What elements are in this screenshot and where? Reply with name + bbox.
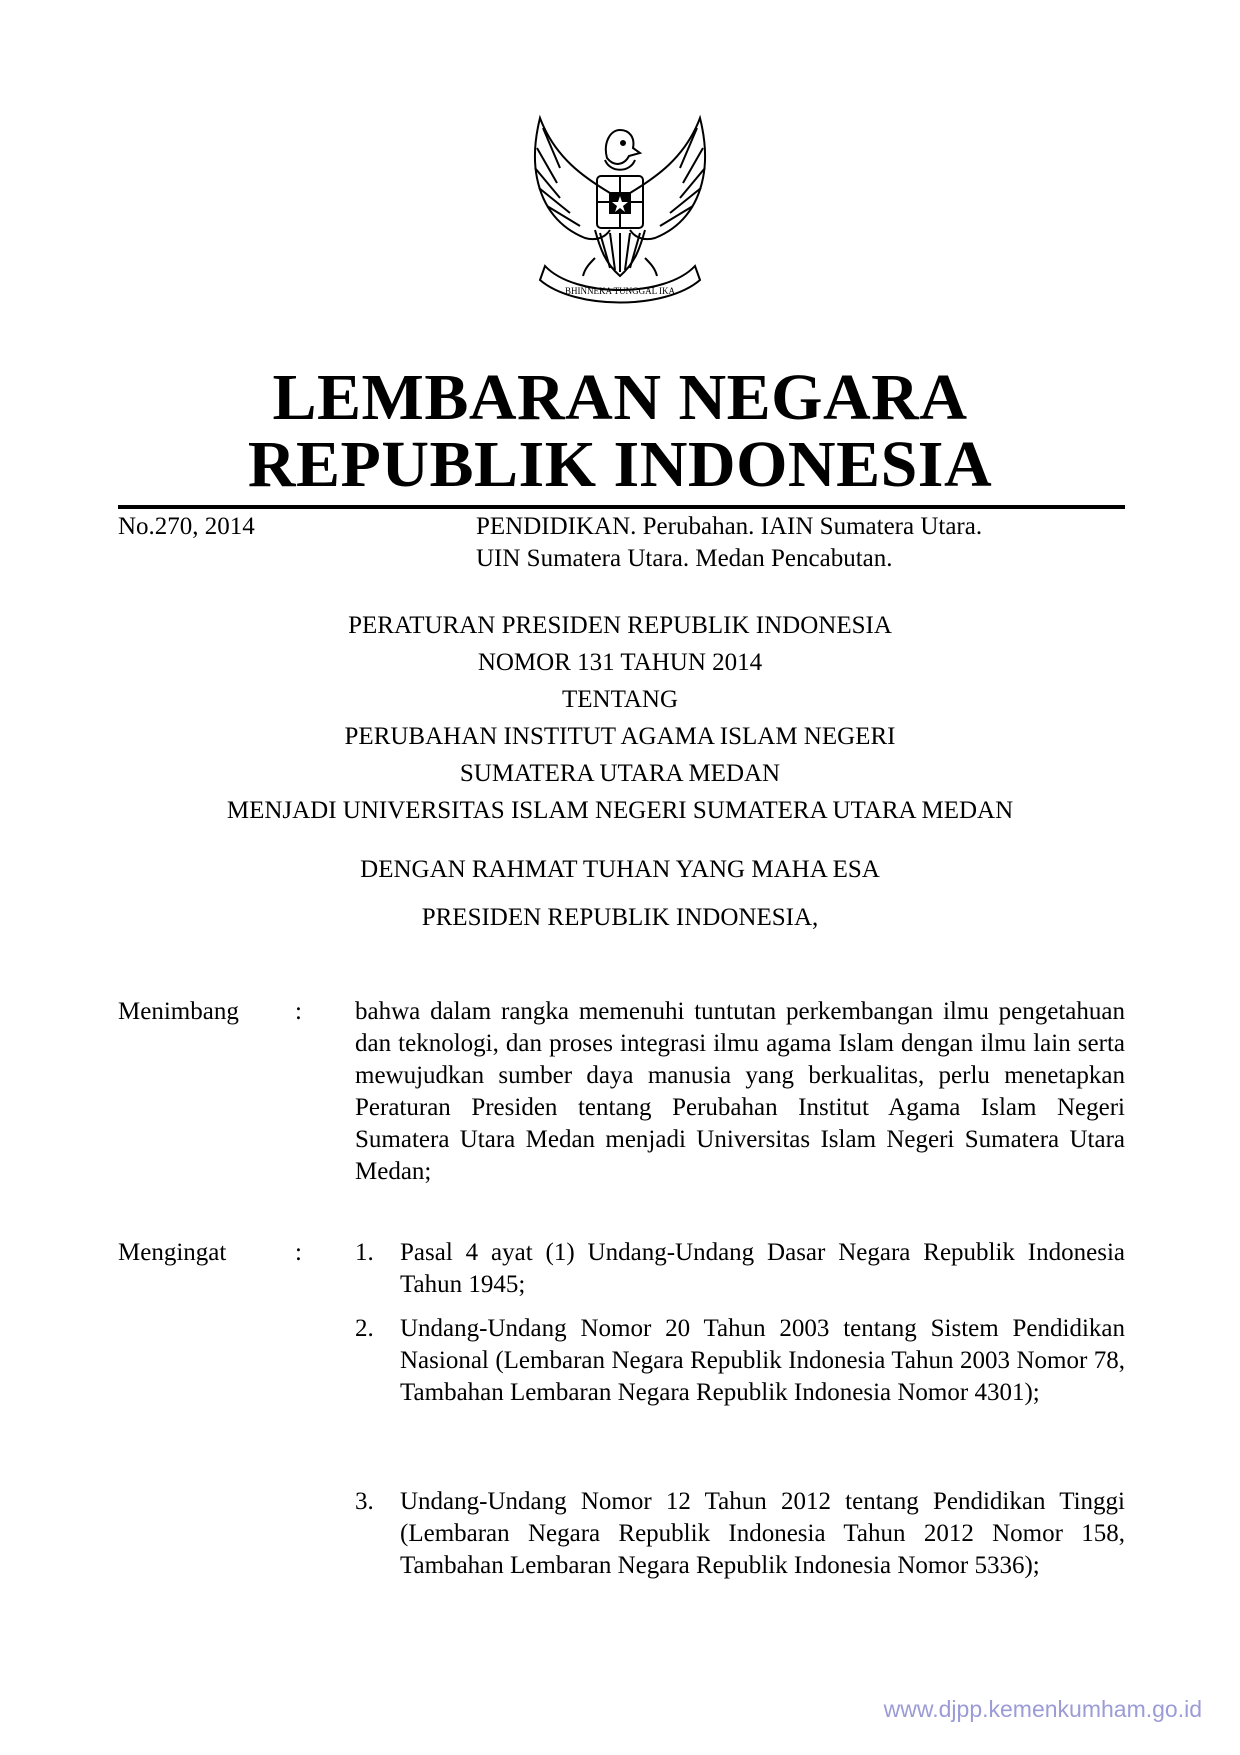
menimbang-colon: : [295,998,302,1025]
mengingat-item-3-number: 3. [355,1488,374,1515]
regulation-subject-line2: SUMATERA UTARA MEDAN [459,760,781,787]
mengingat-item-1-number: 1. [355,1239,374,1266]
menimbang-text: bahwa dalam rangka memenuhi tuntutan perkembangan ilmu pengetahuan dan teknologi, dan proses integrasi ilmu agama Islam dengan ilmu lain serta mewujudkan sumber daya manusia yang berkualitas, perlu menetapkan Peraturan Presiden tentang Perubahan Institut Agama Islam Negeri Sumatera Utara Medan menjadi Universitas Islam Negeri Sumatera Utara Medan; [355,998,1125,1185]
menimbang-label: Menimbang [118,998,239,1025]
regulation-subject-line3: MENJADI UNIVERSITAS ISLAM NEGERI SUMATERA UTARA MEDAN [226,797,1014,824]
svg-text:BHINNEKA TUNGGAL IKA: BHINNEKA TUNGGAL IKA [565,286,675,296]
mengingat-label: Mengingat [118,1239,227,1266]
mengingat-item-2-number: 2. [355,1315,374,1342]
blessing-line: DENGAN RAHMAT TUHAN YANG MAHA ESA [360,856,880,883]
gazette-subject-line1: PENDIDIKAN. Perubahan. IAIN Sumatera Utara. [476,513,983,540]
gazette-subject-line2: UIN Sumatera Utara. Medan Pencabutan. [476,545,893,572]
mengingat-colon: : [295,1239,302,1266]
regulation-number: NOMOR 131 TAHUN 2014 [477,649,763,676]
garuda-emblem-icon [515,98,725,313]
document-title-line2: REPUBLIK INDONESIA [247,428,993,501]
regulation-heading: PERATURAN PRESIDEN REPUBLIK INDONESIA [348,612,892,639]
mengingat-item-3-text: Undang-Undang Nomor 12 Tahun 2012 tentang Pendidikan Tinggi (Lembaran Negara Republik Indonesia Tahun 2012 Nomor 158, Tambahan Lembaran Negara Republik Indonesia Nomor 5336); [400,1488,1125,1579]
mengingat-item-1-text: Pasal 4 ayat (1) Undang-Undang Dasar Negara Republik Indonesia Tahun 1945; [400,1239,1125,1298]
document-title-line1: LEMBARAN NEGARA [272,361,968,434]
gazette-subject [476,511,1126,575]
mengingat-item-2-text: Undang-Undang Nomor 20 Tahun 2003 tentang Sistem Pendidikan Nasional (Lembaran Negara Republik Indonesia Tahun 2003 Nomor 78, Tambahan Lembaran Negara Republik Indonesia Nomor 4301); [400,1315,1125,1406]
regulation-tentang: TENTANG [561,686,679,713]
president-line: PRESIDEN REPUBLIK INDONESIA, [421,904,819,931]
title-divider [118,505,1125,509]
gazette-number: No.270, 2014 [118,513,255,540]
footer-website-link[interactable]: www.djpp.kemenkumham.go.id [883,1696,1202,1722]
regulation-subject-line1: PERUBAHAN INSTITUT AGAMA ISLAM NEGERI [344,723,896,750]
